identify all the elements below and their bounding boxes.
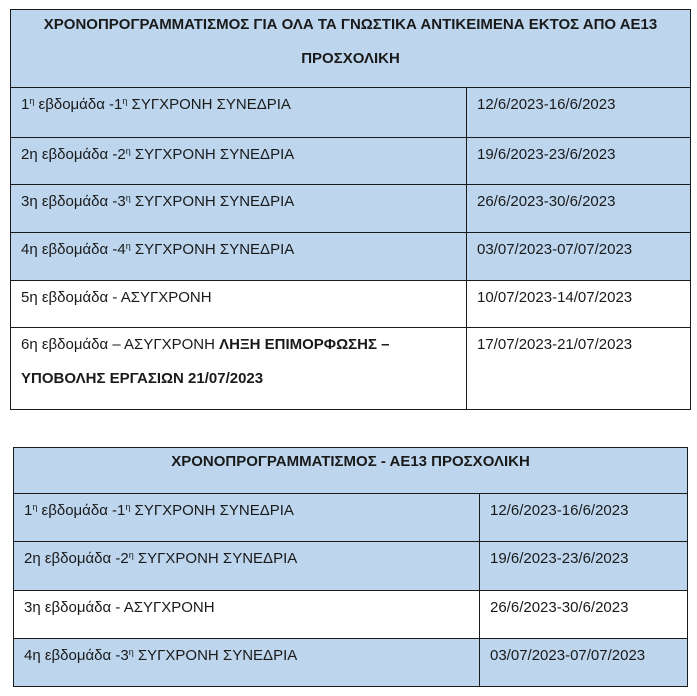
- ordinal-suffix: η: [128, 647, 134, 657]
- week-cell: [11, 233, 467, 281]
- table-row: [11, 138, 691, 185]
- week-label: 2η εβδομάδα -2: [24, 550, 129, 567]
- date-range: 03/07/2023-07/07/2023: [477, 241, 633, 258]
- week-label: 3η εβδομάδα -3: [21, 193, 126, 210]
- week-label: 3η εβδομάδα - ΑΣΥΓΧΡΟΝΗ: [24, 599, 215, 616]
- week-cell: [14, 494, 480, 542]
- session-type: ΣΥΓΧΡΟΝΗ ΣΥΝΕΔΡΙΑ: [133, 550, 298, 567]
- date-range: 12/6/2023-16/6/2023: [490, 502, 629, 519]
- title-line-1: ΧΡΟΝΟΠΡΟΓΡΑΜΜΑΤΙΣΜΟΣ ΓΙΑ ΟΛΑ ΤΑ ΓΝΩΣΤΙΚΑ ΑΝΤΙΚΕΙΜΕΝΑ ΕΚΤΟΣ ΑΠΟ ΑΕ13: [43, 16, 658, 33]
- date-range: 17/07/2023-21/07/2023: [477, 336, 633, 353]
- ordinal-suffix: η: [125, 193, 131, 203]
- week-cell: [11, 138, 467, 185]
- week-label: 6η εβδομάδα – ΑΣΥΓΧΡΟΝΗ: [21, 336, 220, 353]
- ordinal-suffix: η: [125, 146, 131, 156]
- submission-deadline-note: ΥΠΟΒΟΛΗΣ ΕΡΓΑΣΙΩΝ 21/07/2023: [21, 370, 264, 387]
- session-type: ΣΥΓΧΡΟΝΗ ΣΥΝΕΔΡΙΑ: [127, 96, 291, 113]
- dates-cell: [467, 185, 691, 233]
- schedule-table-ae13: [13, 447, 688, 687]
- table-row: [14, 639, 688, 687]
- ordinal-suffix: η: [125, 241, 131, 251]
- week-cell: [14, 639, 480, 687]
- table-row: [14, 494, 688, 542]
- week-label: εβδομάδα -1: [37, 502, 126, 519]
- table-row: [11, 281, 691, 328]
- table-row: [11, 88, 691, 138]
- table-title: [11, 10, 691, 88]
- dates-cell: [480, 542, 688, 591]
- dates-cell: [480, 591, 688, 639]
- week-cell: [11, 88, 467, 138]
- dates-cell: [467, 281, 691, 328]
- session-type: ΣΥΓΧΡΟΝΗ ΣΥΝΕΔΡΙΑ: [130, 241, 295, 258]
- week-label: εβδομάδα -1: [34, 96, 123, 113]
- week-cell: [11, 281, 467, 328]
- week-label: 4η εβδομάδα -3: [24, 647, 129, 664]
- session-type: ΣΥΓΧΡΟΝΗ ΣΥΝΕΔΡΙΑ: [133, 647, 298, 664]
- dates-cell: [467, 138, 691, 185]
- session-type: ΣΥΓΧΡΟΝΗ ΣΥΝΕΔΡΙΑ: [130, 502, 294, 519]
- ordinal-suffix: η: [125, 502, 131, 512]
- week-cell: [11, 328, 467, 410]
- date-range: 26/6/2023-30/6/2023: [490, 599, 629, 616]
- week-cell: [14, 591, 480, 639]
- week-number: 1: [21, 96, 30, 113]
- table-row: [14, 542, 688, 591]
- table-row: [14, 591, 688, 639]
- table-row: [11, 185, 691, 233]
- training-end-note: ΛΗΞΗ ΕΠΙΜΟΡΦΩΣΗΣ –: [219, 336, 390, 353]
- date-range: 12/6/2023-16/6/2023: [477, 96, 616, 113]
- ordinal-suffix: η: [29, 96, 35, 106]
- week-label: 2η εβδομάδα -2: [21, 146, 126, 163]
- title-text: ΧΡΟΝΟΠΡΟΓΡΑΜΜΑΤΙΣΜΟΣ - ΑΕ13 ΠΡΟΣΧΟΛΙΚΗ: [171, 453, 530, 470]
- table-row: [11, 328, 691, 410]
- date-range: 19/6/2023-23/6/2023: [477, 146, 616, 163]
- week-label: 5η εβδομάδα - ΑΣΥΓΧΡΟΝΗ: [21, 289, 212, 306]
- date-range: 10/07/2023-14/07/2023: [477, 289, 633, 306]
- dates-cell: [480, 639, 688, 687]
- dates-cell: [467, 233, 691, 281]
- ordinal-suffix: η: [32, 502, 38, 512]
- title-line-2: ΠΡΟΣΧΟΛΙΚΗ: [301, 50, 400, 67]
- ordinal-suffix: η: [128, 550, 134, 560]
- week-number: 1: [24, 502, 33, 519]
- table-row: [11, 233, 691, 281]
- dates-cell: [480, 494, 688, 542]
- schedule-table-all-subjects: [10, 9, 691, 410]
- date-range: 26/6/2023-30/6/2023: [477, 193, 616, 210]
- session-type: ΣΥΓΧΡΟΝΗ ΣΥΝΕΔΡΙΑ: [130, 193, 295, 210]
- table-header-row: [14, 448, 688, 494]
- date-range: 03/07/2023-07/07/2023: [490, 647, 646, 664]
- week-cell: [11, 185, 467, 233]
- week-cell: [14, 542, 480, 591]
- dates-cell: [467, 88, 691, 138]
- session-type: ΣΥΓΧΡΟΝΗ ΣΥΝΕΔΡΙΑ: [130, 146, 295, 163]
- ordinal-suffix: η: [122, 96, 128, 106]
- week-label: 4η εβδομάδα -4: [21, 241, 126, 258]
- date-range: 19/6/2023-23/6/2023: [490, 550, 629, 567]
- table-header-row: [11, 10, 691, 88]
- table-title: [14, 448, 688, 494]
- dates-cell: [467, 328, 691, 410]
